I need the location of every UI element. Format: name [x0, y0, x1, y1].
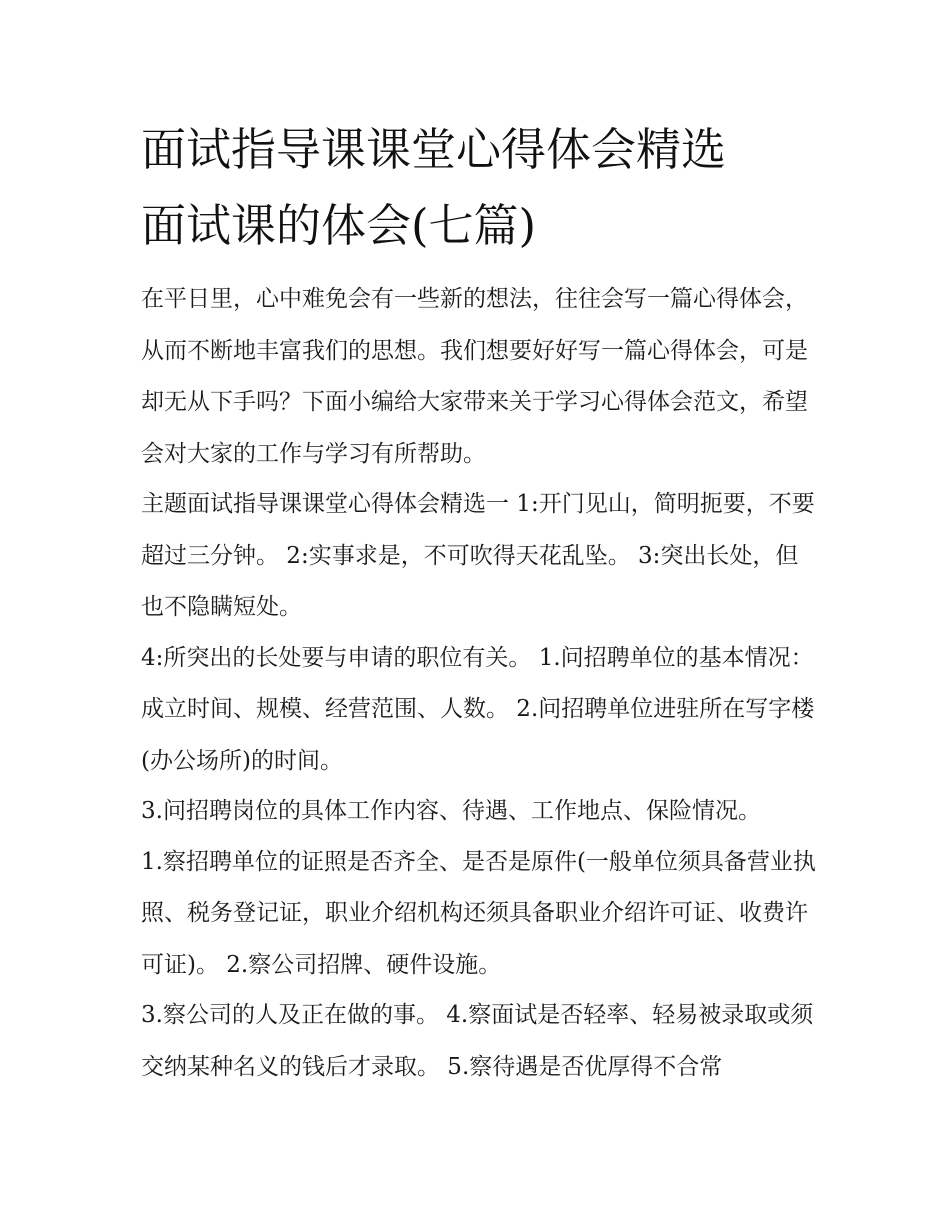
paragraph-3: 3.问招聘岗位的具体工作内容、待遇、工作地点、保险情况。	[141, 798, 761, 824]
document-title	[141, 112, 821, 264]
document-body	[141, 274, 821, 1092]
paragraph-4: 1.察招聘单位的证照是否齐全、是否是原件(一般单位须具备营业执照、税务登记证，职业介绍机构还须具备职业介绍许可证、收费许可证)。 2.察公司招牌、硬件设施。	[141, 848, 816, 978]
paragraph-2: 4:所突出的长处要与申请的职位有关。 1.问招聘单位的基本情况：成立时间、规模、经营范围、人数。 2.问招聘单位进驻所在写字楼(办公场所)的时间。	[141, 644, 815, 774]
paragraph-5: 3.察公司的人及正在做的事。 4.察面试是否轻率、轻易被录取或须交纳某种名义的钱后才录取。 5.察待遇是否优厚得不合常	[141, 1002, 814, 1080]
paragraph-intro: 在平日里，心中难免会有一些新的想法，往往会写一篇心得体会，从而不断地丰富我们的思想。我们想要好好写一篇心得体会，可是却无从下手吗？下面小编给大家带来关于学习心得体会范文，希望会对大家的工作与学习有所帮助。	[141, 286, 808, 467]
title-line-1: 面试指导课课堂心得体会精选	[141, 123, 727, 176]
paragraph-1: 主题面试指导课课堂心得体会精选一 1:开门见山，简明扼要，不要超过三分钟。 2:实事求是，不可吹得天花乱坠。 3:突出长处，但也不隐瞒短处。	[141, 491, 815, 620]
title-line-2: 面试课的体会(七篇)	[141, 199, 537, 252]
